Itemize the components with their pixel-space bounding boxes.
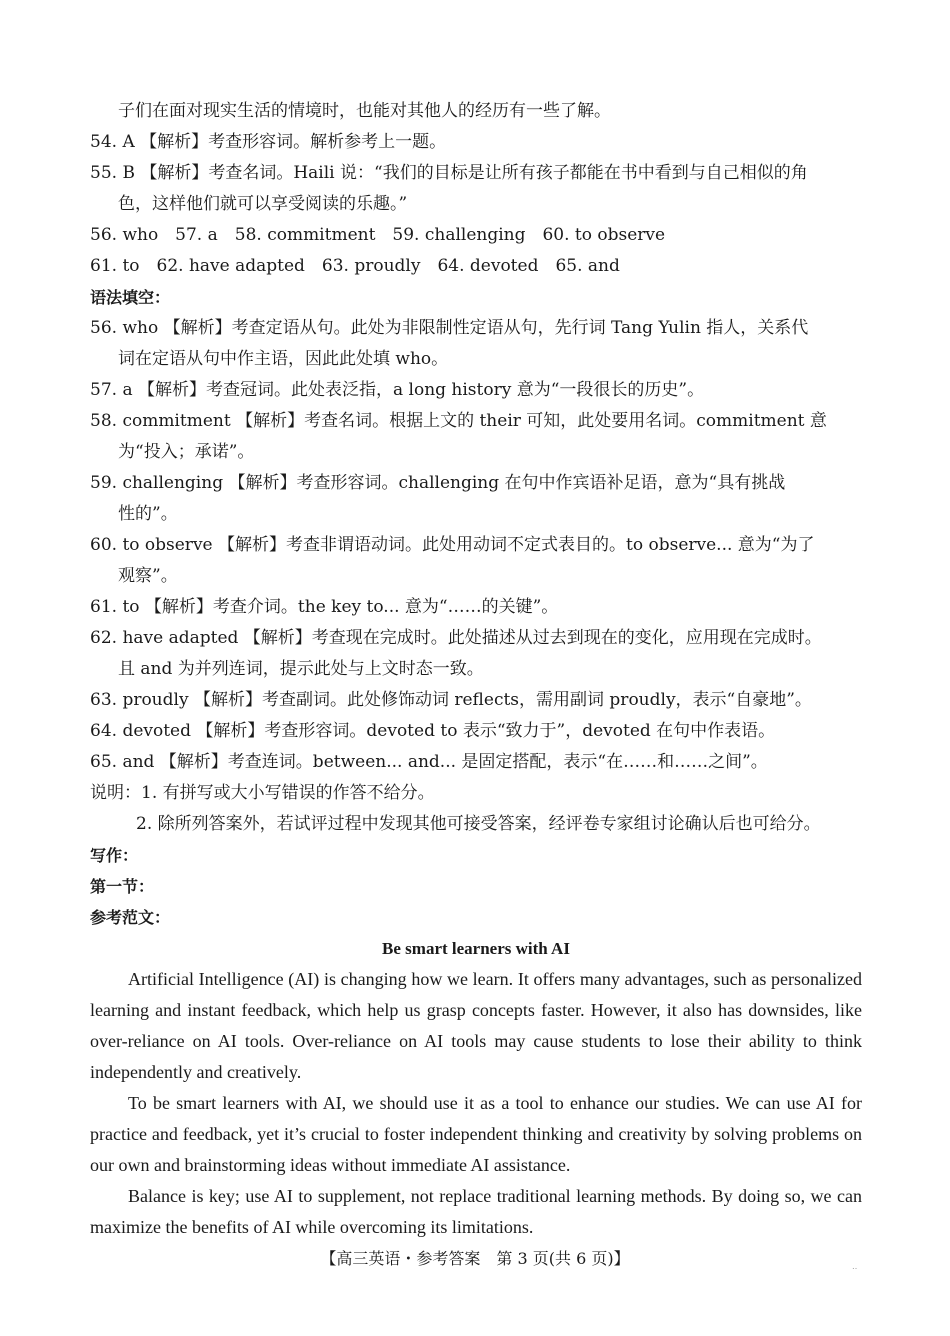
note-2: 2. 除所列答案外，若试评过程中发现其他可接受答案，经评卷专家组讨论确认后也可给分。 [136, 814, 821, 834]
answer-57: 57. a 【解析】考查冠词。此处表泛指，a long history 意为“一段很长的历史”。 [90, 380, 705, 400]
answer-summary-56-60: 56. who 57. a 58. commitment 59. challenging 60. to observe [90, 225, 666, 245]
answer-58: 58. commitment 【解析】考查名词。根据上文的 their 可知，此处要用名词。commitment 意 [90, 411, 827, 431]
answer-key-page [90, 96, 862, 1243]
text-line: 为“投入；承诺”。 [118, 442, 255, 462]
answer-65: 65. and 【解析】考查连词。between... and... 是固定搭配，表示“在……和……之间”。 [90, 752, 768, 772]
answer-63: 63. proudly 【解析】考查副词。此处修饰动词 reflects，需用副词 proudly，表示“自豪地”。 [90, 690, 812, 710]
essay-paragraph: To be smart learners with AI, we should use it as a tool to enhance our studies. We can use AI for practice and feedback, yet it’s crucial to foster independent thinking and creativity by solving problems on our own and brainstorming ideas without immediate AI assistance. [90, 1093, 862, 1175]
text-line: 词在定语从句中作主语，因此此处填 who。 [118, 349, 449, 369]
corner-mark: ‥ [852, 1262, 858, 1271]
answer-62: 62. have adapted 【解析】考查现在完成时。此处描述从过去到现在的变化，应用现在完成时。 [90, 628, 822, 648]
answer-64: 64. devoted 【解析】考查形容词。devoted to 表示“致力于”，devoted 在句中作表语。 [90, 721, 776, 741]
answer-59: 59. challenging 【解析】考查形容词。challenging 在句中作宾语补足语，意为“具有挑战 [90, 473, 786, 493]
section-heading-grammar: 语法填空： [90, 288, 171, 307]
section-heading-model-essay: 参考范文： [90, 908, 171, 927]
text-line: 观察”。 [118, 566, 178, 586]
section-heading-writing: 写作： [90, 846, 139, 865]
note-1: 说明：1. 有拼写或大小写错误的作答不给分。 [90, 783, 435, 803]
essay-paragraph: Artificial Intelligence (AI) is changing how we learn. It offers many advantages, such as personalized learning and instant feedback, which help us grasp concepts faster. However, it also has downsides, like over-reliance on AI tools. Over-reliance on AI tools may cause students to lose their ability to think independently and creatively. [90, 969, 862, 1082]
answer-61: 61. to 【解析】考查介词。the key to... 意为“……的关键”。 [90, 597, 559, 617]
text-line: 性的”。 [118, 504, 178, 524]
text-line: 且 and 为并列连词，提示此处与上文时态一致。 [118, 659, 484, 679]
answer-54: 54. A 【解析】考查形容词。解析参考上一题。 [90, 132, 447, 152]
page-footer: 【高三英语・参考答案 第 3 页(共 6 页)】 [320, 1249, 630, 1268]
text-line: 子们在面对现实生活的情境时，也能对其他人的经历有一些了解。 [118, 101, 611, 121]
answer-60: 60. to observe 【解析】考查非谓语动词。此处用动词不定式表目的。to observe... 意为“为了 [90, 535, 815, 555]
answer-55: 55. B 【解析】考查名词。Haili 说：“我们的目标是让所有孩子都能在书中看到与自己相似的角 [90, 163, 808, 183]
section-heading-part-one: 第一节： [90, 877, 155, 896]
answer-56: 56. who 【解析】考查定语从句。此处为非限制性定语从句，先行词 Tang Yulin 指人，关系代 [90, 318, 809, 338]
essay-title: Be smart learners with AI [382, 939, 570, 958]
essay-paragraph: Balance is key; use AI to supplement, not replace traditional learning methods. By doing so, we can maximize the benefits of AI while overcoming its limitations. [90, 1186, 862, 1237]
answer-summary-61-65: 61. to 62. have adapted 63. proudly 64. devoted 65. and [90, 256, 620, 276]
text-line: 色，这样他们就可以享受阅读的乐趣。” [118, 194, 408, 214]
